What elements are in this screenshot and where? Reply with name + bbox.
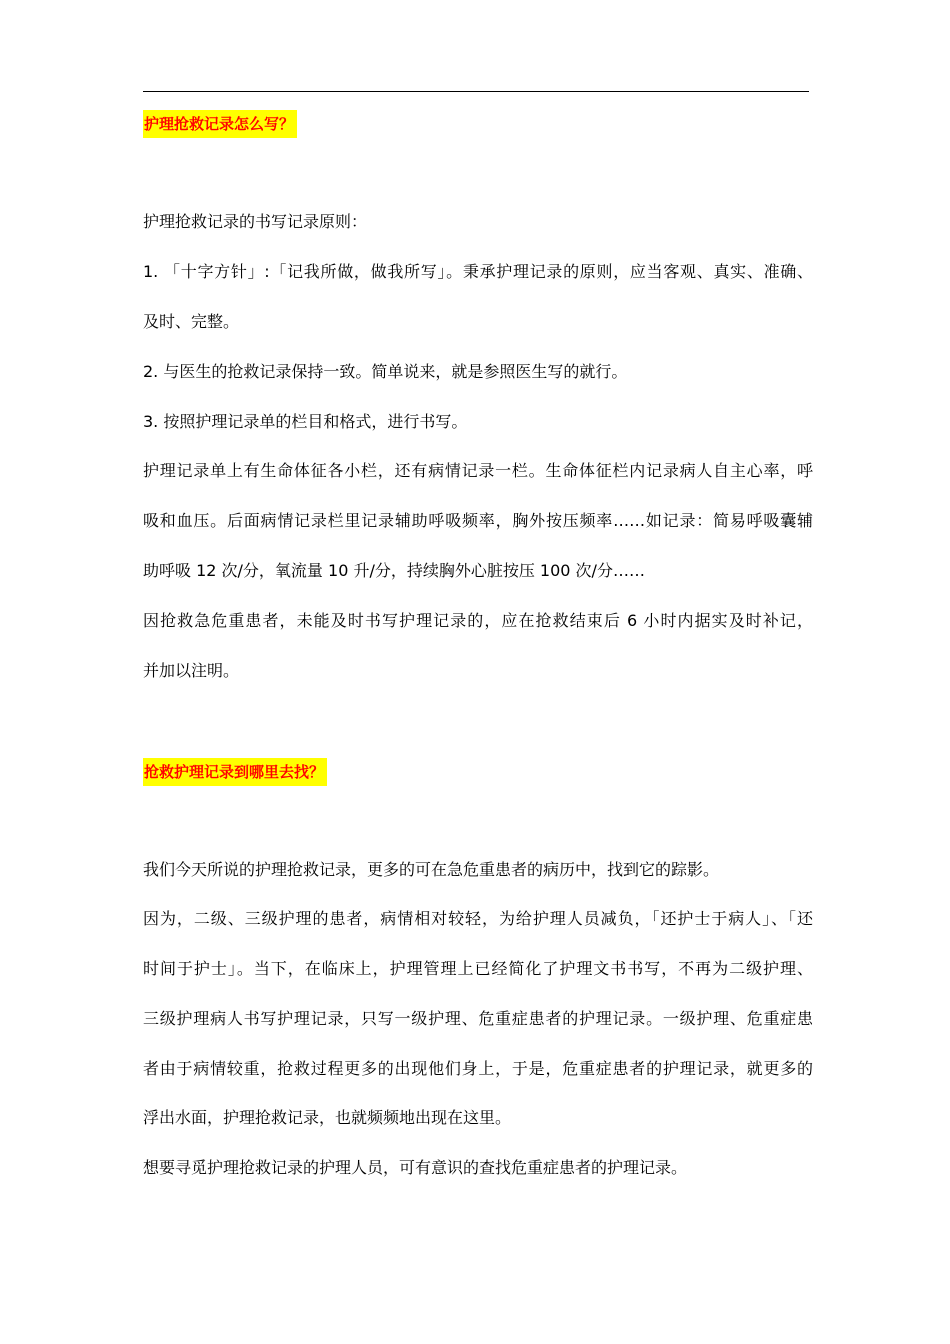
paragraph-line: 助呼吸 12 次/分，氧流量 10 升/分，持续胸外心脏按压 100 次/分…… [143, 561, 645, 580]
paragraph-line: 浮出水面，护理抢救记录，也就频频地出现在这里。 [143, 1108, 512, 1127]
paragraph-line: 我们今天所说的护理抢救记录，更多的可在急危重患者的病历中，找到它的踪影。 [143, 860, 720, 879]
paragraph-line: 护理记录单上有生命体征各小栏，还有病情记录一栏。生命体征栏内记录病人自主心率，呼 [143, 461, 813, 480]
paragraph-line: 2. 与医生的抢救记录保持一致。简单说来，就是参照医生写的就行。 [143, 362, 628, 381]
paragraph-line: 因抢救急危重患者，未能及时书写护理记录的，应在抢救结束后 6 小时内据实及时补记， [143, 611, 813, 630]
paragraph-line: 并加以注明。 [143, 661, 240, 680]
paragraph-line: 3. 按照护理记录单的栏目和格式，进行书写。 [143, 412, 468, 431]
paragraph-line: 1. 「十字方针」:「记我所做，做我所写」。秉承护理记录的原则，应当客观、真实、准确、 [143, 262, 813, 281]
paragraph-line: 三级护理病人书写护理记录，只写一级护理、危重症患者的护理记录。一级护理、危重症患 [143, 1009, 813, 1028]
section-heading-where-to-find: 抢救护理记录到哪里去找？ [143, 758, 327, 786]
header-rule [143, 91, 809, 92]
paragraph-line: 者由于病情较重，抢救过程更多的出现他们身上，于是，危重症患者的护理记录，就更多的 [143, 1059, 813, 1078]
section-heading-how-to-write: 护理抢救记录怎么写？ [143, 110, 297, 138]
paragraph-line: 想要寻觅护理抢救记录的护理人员，可有意识的查找危重症患者的护理记录。 [143, 1158, 688, 1177]
paragraph-line: 及时、完整。 [143, 312, 240, 331]
paragraph-line: 时间于护士」。当下，在临床上，护理管理上已经简化了护理文书书写，不再为二级护理、 [143, 959, 813, 978]
paragraph-line: 吸和血压。后面病情记录栏里记录辅助呼吸频率，胸外按压频率……如记录：简易呼吸囊辅 [143, 511, 813, 530]
paragraph-line: 护理抢救记录的书写记录原则： [143, 212, 368, 231]
paragraph-line: 因为，二级、三级护理的患者，病情相对较轻，为给护理人员减负，「还护士于病人」、「还 [143, 909, 813, 928]
